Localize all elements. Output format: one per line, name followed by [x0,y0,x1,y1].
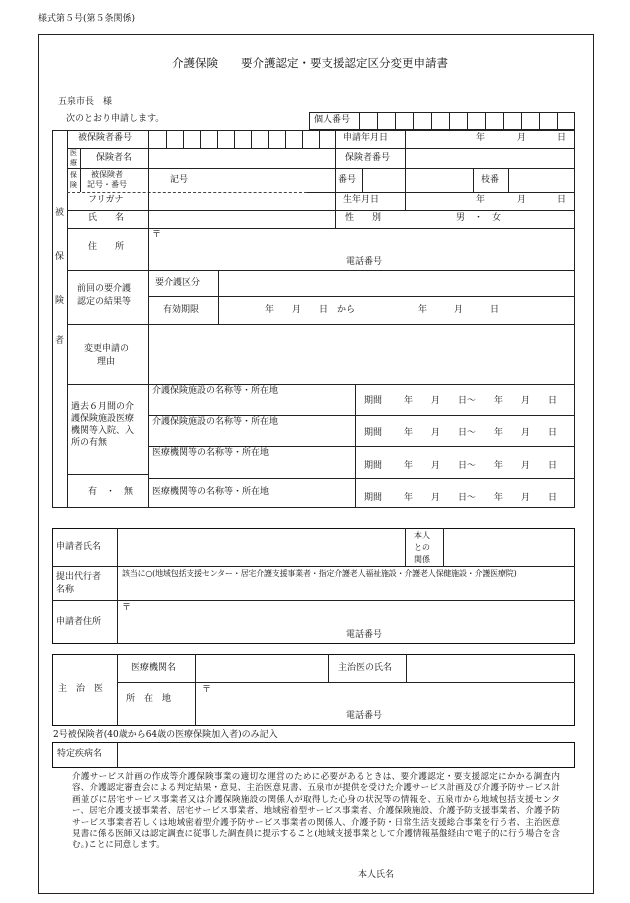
facility-name-1: 介護保険施設の名称等・所在地 [152,386,279,396]
insured-number-cell-divider [251,130,252,148]
agent-label-2: 名称 [56,585,75,595]
personal-number-label: 個人番号 [314,115,351,125]
addressee: 五泉市長 様 [58,97,113,107]
personal-number-cell-divider [467,112,468,130]
personal-number-cell-divider [485,112,486,130]
admission-label-2: 護保険施設医療 [71,414,135,424]
form-title: 介護保険 要介護認定・要支援認定区分変更申請書 [172,56,448,70]
application-month-unit: 月 [517,133,527,143]
disease-label: 特定疾病名 [57,749,103,759]
side-label-char: 被 [55,208,65,218]
insured-person-block [52,130,575,508]
change-reason-label-2: 理由 [97,357,116,367]
agent-note: 該当に○(地域包括支援センター・居宅介護支援事業者・指定介護老人福祉施設・介護老人保健施設・介護医療院) [122,569,517,578]
admission-label-3: 機関等入院、入 [71,426,135,436]
facility-name-3: 医療機関等の名称等・所在地 [152,448,270,458]
application-date-label: 申請年月日 [343,133,389,143]
previous-result-label-1: 前回の要介護 [77,284,132,294]
validity-label: 有効期限 [163,305,200,315]
number-label: 番号 [338,175,357,185]
change-reason-label-1: 変更申請の [84,344,130,354]
doctor-phone-label: 電話番号 [346,711,383,721]
personal-number-cell-divider [503,112,504,130]
birth-date-label: 生年月日 [343,195,380,205]
presence-options[interactable]: 有 ・ 無 [88,487,134,497]
name-label: 氏 名 [88,213,125,223]
phone-label: 電話番号 [346,257,383,267]
branch-label: 枝番 [481,175,500,185]
insured-number-cell-divider [302,130,303,148]
facility-period-3: 期間 [364,461,383,471]
insured-number-label: 被保険者番号 [78,133,133,143]
insured-code-label-1: 被保険者 [91,170,123,179]
facility-range-2: 年 月 日〜 年 月 日 [404,428,558,438]
personal-number-cell-divider [377,112,378,130]
medical-insurance-char-1: 医 [70,149,77,157]
validity-text: 年 月 日 から 年 月 日 [265,305,500,315]
personal-number-cell-divider [395,112,396,130]
previous-result-label-2: 認定の結果等 [77,297,132,307]
insurer-name-label: 保険者名 [96,153,133,163]
insured-number-cell-divider [200,130,201,148]
location-label: 所 在 地 [126,694,172,704]
insured-number-cell-divider [319,130,320,148]
birth-day-unit: 日 [557,195,567,205]
applicant-name-label: 申請者氏名 [56,542,102,552]
facility-name-2: 介護保険施設の名称等・所在地 [152,417,279,427]
relation-label-2: との [414,543,430,552]
personal-number-cell-divider [539,112,540,130]
insured-code-label-2: 記号・番号 [87,180,127,189]
personal-number-cell-divider [557,112,558,130]
insured-number-cell-divider [268,130,269,148]
birth-year-unit: 年 [476,195,486,205]
personal-number-cell-divider [449,112,450,130]
furigana-label: フリガナ [88,195,124,205]
medical-insurance-char-2: 療 [70,159,77,167]
applicant-postal-mark: 〒 [122,603,132,613]
personal-number-cell-divider [431,112,432,130]
medical-institution-label: 医療機関名 [131,663,177,673]
request-line: 次のとおり申請します。 [66,114,165,124]
facility-name-4: 医療機関等の名称等・所在地 [152,487,270,497]
care-level-label: 要介護区分 [155,278,201,288]
agent-label-1: 提出代行者 [56,572,102,582]
side-label-char: 保 [55,252,65,262]
facility-range-1: 年 月 日〜 年 月 日 [404,396,558,406]
side-label-char: 者 [55,336,65,346]
disease-block [52,742,575,768]
facility-period-2: 期間 [364,428,383,438]
facility-range-3: 年 月 日〜 年 月 日 [404,461,558,471]
form-number: 様式第５号(第５条関係) [38,14,136,24]
birth-month-unit: 月 [517,195,527,205]
side-label-char: 険 [55,296,65,306]
facility-period-1: 期間 [364,396,383,406]
second-insured-note: 2号被保険者(40歳から64歳の医療保険加入者)のみ記入 [53,730,278,740]
sex-options[interactable]: 男 ・ 女 [456,213,502,223]
sex-label: 性 別 [345,213,382,223]
address-label: 住 所 [88,242,125,252]
facility-range-4: 年 月 日〜 年 月 日 [404,493,558,503]
signature-label: 本人氏名 [358,870,395,880]
facility-period-4: 期間 [364,493,383,503]
insured-number-cell-divider [285,130,286,148]
insured-number-cell-divider [166,130,167,148]
relation-label-3: 関係 [414,555,430,564]
symbol-label: 記号 [170,175,189,185]
application-year-unit: 年 [476,133,486,143]
applicant-phone-label: 電話番号 [346,630,383,640]
personal-number-cell-divider [521,112,522,130]
application-day-unit: 日 [557,133,567,143]
insured-number-cell-divider [217,130,218,148]
admission-label-4: 所の有無 [71,438,108,448]
personal-number-cell-divider [413,112,414,130]
consent-text: 介護サービス計画の作成等介護保険事業の適切な運営のために必要があるときは、要介護認定・要支援認定にかかる調査内容、介護認定審査会による判定結果・意見、主治医意見書、五泉市が提供を受けた介護サービス計画及び介護予防サービス計画並びに居宅サービス事業者又は介護保険施設の関係人が取得した心身の状況等の情報を、五泉市から地域包括支援センター、居宅介護支援事業者、居宅サービス事業者、地域密着型サービス事業者、介護保険施設、介護予防支援事業者、介護予防サービス事業者若しくは地域密着型介護予防サービス事業者の関係人、介護予防・日常生活支援総合事業を行う者、主治医意見書に係る医師又は認定調査に従事した調査員に提示すること(地域支援事業として介護情報基盤経由で電子的に行う場合を含む。)ことに同意します。 [72,772,560,851]
doctor-postal-mark: 〒 [202,685,212,695]
admission-label-1: 過去６月間の介 [71,402,135,412]
postal-mark: 〒 [152,230,162,240]
applicant-block [52,528,575,644]
medical-insurance-char-4: 険 [70,181,77,189]
insured-number-cell-divider [234,130,235,148]
insurer-number-label: 保険者番号 [345,153,391,163]
doctor-label: 主 治 医 [58,684,104,694]
insured-number-cell-divider [183,130,184,148]
doctor-name-label: 主治医の氏名 [338,663,393,673]
relation-label-1: 本人 [414,531,430,540]
applicant-address-label: 申請者住所 [56,617,102,627]
medical-insurance-char-3: 保 [70,171,77,179]
